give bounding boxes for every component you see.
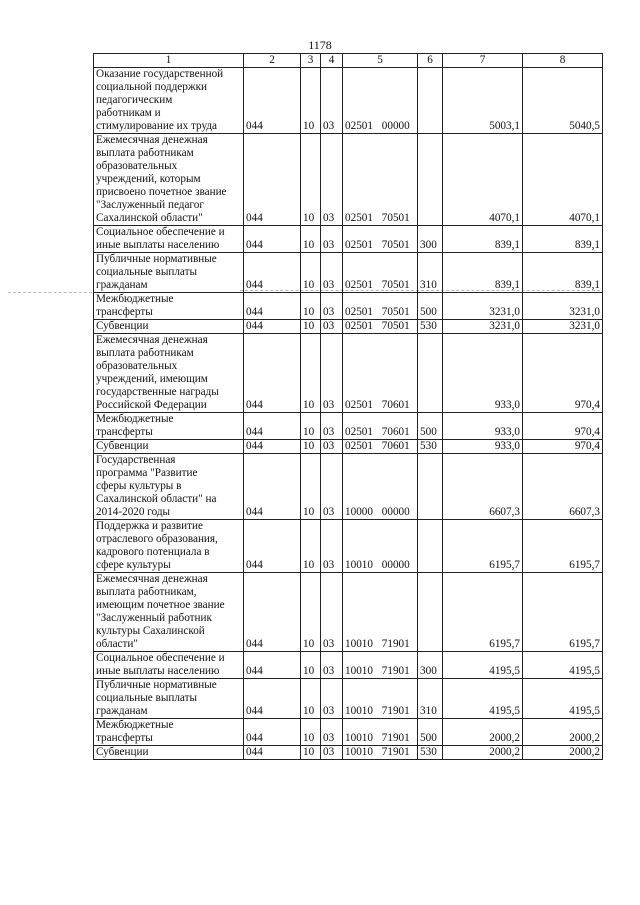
target-article-cell: 02501 00000: [343, 68, 418, 134]
subsection-cell: 03: [321, 746, 343, 760]
expense-type-cell: [418, 454, 443, 520]
table-row: [94, 719, 603, 746]
table-row: [94, 440, 603, 454]
amount-year1-cell: 4195,5: [443, 652, 523, 679]
target-article-cell: 02501 70601: [343, 413, 418, 440]
amount-year1-cell: 3231,0: [443, 293, 523, 320]
section-cell: 10: [301, 253, 321, 293]
section-cell: 10: [301, 679, 321, 719]
amount-year1-cell: 6195,7: [443, 573, 523, 652]
subsection-cell: 03: [321, 134, 343, 226]
amount-year2-cell: 5040,5: [523, 68, 603, 134]
table-row: [94, 454, 603, 520]
target-article-cell: 10010 71901: [343, 573, 418, 652]
amount-year2-cell: 970,4: [523, 413, 603, 440]
item-name-cell: Субвенции: [94, 320, 244, 334]
subsection-cell: 03: [321, 652, 343, 679]
target-article-cell: 10010 71901: [343, 679, 418, 719]
table-row: [94, 746, 603, 760]
target-article-cell: 10000 00000: [343, 454, 418, 520]
expense-type-cell: 530: [418, 320, 443, 334]
col-header-5: 5: [343, 54, 418, 68]
subsection-cell: 03: [321, 68, 343, 134]
expense-type-cell: [418, 68, 443, 134]
item-name-cell: Ежемесячная денежная выплата работникам, имеющим почетное звание "Заслуженный работник культуры Сахалинской области": [94, 573, 244, 652]
table-row: [94, 134, 603, 226]
admin-code-cell: 044: [244, 413, 301, 440]
subsection-cell: 03: [321, 573, 343, 652]
col-header-8: 8: [523, 54, 603, 68]
section-cell: 10: [301, 413, 321, 440]
target-article-cell: 02501 70501: [343, 134, 418, 226]
item-name-cell: Субвенции: [94, 746, 244, 760]
expense-type-cell: 500: [418, 413, 443, 440]
scan-artifact-dash-left: [8, 292, 92, 293]
amount-year1-cell: 5003,1: [443, 68, 523, 134]
amount-year1-cell: 839,1: [443, 253, 523, 293]
item-name-cell: Ежемесячная денежная выплата работникам образовательных учреждений, имеющим государственные награды Российской Федерации: [94, 334, 244, 413]
amount-year2-cell: 4195,5: [523, 679, 603, 719]
section-cell: 10: [301, 746, 321, 760]
item-name-cell: Субвенции: [94, 440, 244, 454]
section-cell: 10: [301, 226, 321, 253]
amount-year1-cell: 6607,3: [443, 454, 523, 520]
subsection-cell: 03: [321, 719, 343, 746]
admin-code-cell: 044: [244, 226, 301, 253]
item-name-cell: Поддержка и развитие отраслевого образования, кадрового потенциала в сфере культуры: [94, 520, 244, 573]
subsection-cell: 03: [321, 226, 343, 253]
subsection-cell: 03: [321, 454, 343, 520]
admin-code-cell: 044: [244, 746, 301, 760]
target-article-cell: 02501 70501: [343, 226, 418, 253]
table-row: [94, 68, 603, 134]
section-cell: 10: [301, 454, 321, 520]
subsection-cell: 03: [321, 334, 343, 413]
admin-code-cell: 044: [244, 253, 301, 293]
table-row: [94, 652, 603, 679]
table-row: [94, 679, 603, 719]
item-name-cell: Ежемесячная денежная выплата работникам образовательных учреждений, которым присвоено почетное звание "Заслуженный педагог Сахалинской области": [94, 134, 244, 226]
expense-type-cell: 530: [418, 440, 443, 454]
amount-year1-cell: 2000,2: [443, 719, 523, 746]
item-name-cell: Публичные нормативные социальные выплаты гражданам: [94, 253, 244, 293]
admin-code-cell: 044: [244, 454, 301, 520]
table-row: [94, 253, 603, 293]
target-article-cell: 10010 71901: [343, 652, 418, 679]
item-name-cell: Публичные нормативные социальные выплаты гражданам: [94, 679, 244, 719]
amount-year1-cell: 933,0: [443, 334, 523, 413]
col-header-7: 7: [443, 54, 523, 68]
expense-type-cell: [418, 573, 443, 652]
subsection-cell: 03: [321, 413, 343, 440]
item-name-cell: Социальное обеспечение и иные выплаты населению: [94, 226, 244, 253]
admin-code-cell: 044: [244, 334, 301, 413]
admin-code-cell: 044: [244, 652, 301, 679]
expense-type-cell: 300: [418, 226, 443, 253]
amount-year1-cell: 839,1: [443, 226, 523, 253]
expense-type-cell: [418, 334, 443, 413]
amount-year2-cell: 3231,0: [523, 320, 603, 334]
expense-type-cell: 300: [418, 652, 443, 679]
amount-year1-cell: 4070,1: [443, 134, 523, 226]
section-cell: 10: [301, 652, 321, 679]
amount-year2-cell: 3231,0: [523, 293, 603, 320]
table-row: [94, 293, 603, 320]
amount-year1-cell: 933,0: [443, 413, 523, 440]
target-article-cell: 10010 71901: [343, 719, 418, 746]
amount-year2-cell: 6195,7: [523, 573, 603, 652]
amount-year2-cell: 6607,3: [523, 454, 603, 520]
item-name-cell: Межбюджетные трансферты: [94, 293, 244, 320]
item-name-cell: Социальное обеспечение и иные выплаты населению: [94, 652, 244, 679]
expense-type-cell: [418, 520, 443, 573]
target-article-cell: 02501 70501: [343, 253, 418, 293]
page-number: 1178: [308, 38, 332, 52]
col-header-1: 1: [94, 54, 244, 68]
expense-type-cell: [418, 134, 443, 226]
amount-year2-cell: 2000,2: [523, 746, 603, 760]
amount-year2-cell: 839,1: [523, 253, 603, 293]
admin-code-cell: 044: [244, 440, 301, 454]
table-header-row: [94, 54, 603, 68]
target-article-cell: 02501 70601: [343, 440, 418, 454]
col-header-6: 6: [418, 54, 443, 68]
subsection-cell: 03: [321, 679, 343, 719]
section-cell: 10: [301, 520, 321, 573]
section-cell: 10: [301, 573, 321, 652]
admin-code-cell: 044: [244, 68, 301, 134]
table-row: [94, 320, 603, 334]
amount-year2-cell: 6195,7: [523, 520, 603, 573]
col-header-3: 3: [301, 54, 321, 68]
admin-code-cell: 044: [244, 293, 301, 320]
section-cell: 10: [301, 320, 321, 334]
admin-code-cell: 044: [244, 719, 301, 746]
subsection-cell: 03: [321, 253, 343, 293]
target-article-cell: 02501 70501: [343, 320, 418, 334]
expense-type-cell: 310: [418, 679, 443, 719]
section-cell: 10: [301, 440, 321, 454]
table-row: [94, 334, 603, 413]
item-name-cell: Оказание государственной социальной поддержки педагогическим работникам и стимулирование их труда: [94, 68, 244, 134]
section-cell: 10: [301, 334, 321, 413]
amount-year1-cell: 6195,7: [443, 520, 523, 573]
amount-year2-cell: 2000,2: [523, 719, 603, 746]
amount-year2-cell: 4195,5: [523, 652, 603, 679]
amount-year1-cell: 933,0: [443, 440, 523, 454]
item-name-cell: Межбюджетные трансферты: [94, 413, 244, 440]
col-header-2: 2: [244, 54, 301, 68]
subsection-cell: 03: [321, 320, 343, 334]
admin-code-cell: 044: [244, 679, 301, 719]
table-body: [94, 68, 603, 760]
item-name-cell: Государственная программа "Развитие сферы культуры в Сахалинской области" на 2014-2020 годы: [94, 454, 244, 520]
subsection-cell: 03: [321, 293, 343, 320]
target-article-cell: 02501 70501: [343, 293, 418, 320]
budget-table: [93, 53, 603, 760]
section-cell: 10: [301, 134, 321, 226]
admin-code-cell: 044: [244, 573, 301, 652]
amount-year1-cell: 4195,5: [443, 679, 523, 719]
admin-code-cell: 044: [244, 320, 301, 334]
item-name-cell: Межбюджетные трансферты: [94, 719, 244, 746]
expense-type-cell: 310: [418, 253, 443, 293]
table-row: [94, 226, 603, 253]
col-header-4: 4: [321, 54, 343, 68]
target-article-cell: 02501 70601: [343, 334, 418, 413]
amount-year1-cell: 3231,0: [443, 320, 523, 334]
amount-year2-cell: 970,4: [523, 440, 603, 454]
subsection-cell: 03: [321, 520, 343, 573]
section-cell: 10: [301, 293, 321, 320]
expense-type-cell: 530: [418, 746, 443, 760]
target-article-cell: 10010 00000: [343, 520, 418, 573]
expense-type-cell: 500: [418, 719, 443, 746]
section-cell: 10: [301, 68, 321, 134]
amount-year1-cell: 2000,2: [443, 746, 523, 760]
amount-year2-cell: 4070,1: [523, 134, 603, 226]
target-article-cell: 10010 71901: [343, 746, 418, 760]
table-row: [94, 413, 603, 440]
table-row: [94, 573, 603, 652]
expense-type-cell: 500: [418, 293, 443, 320]
section-cell: 10: [301, 719, 321, 746]
amount-year2-cell: 839,1: [523, 226, 603, 253]
admin-code-cell: 044: [244, 520, 301, 573]
admin-code-cell: 044: [244, 134, 301, 226]
amount-year2-cell: 970,4: [523, 334, 603, 413]
table-row: [94, 520, 603, 573]
subsection-cell: 03: [321, 440, 343, 454]
